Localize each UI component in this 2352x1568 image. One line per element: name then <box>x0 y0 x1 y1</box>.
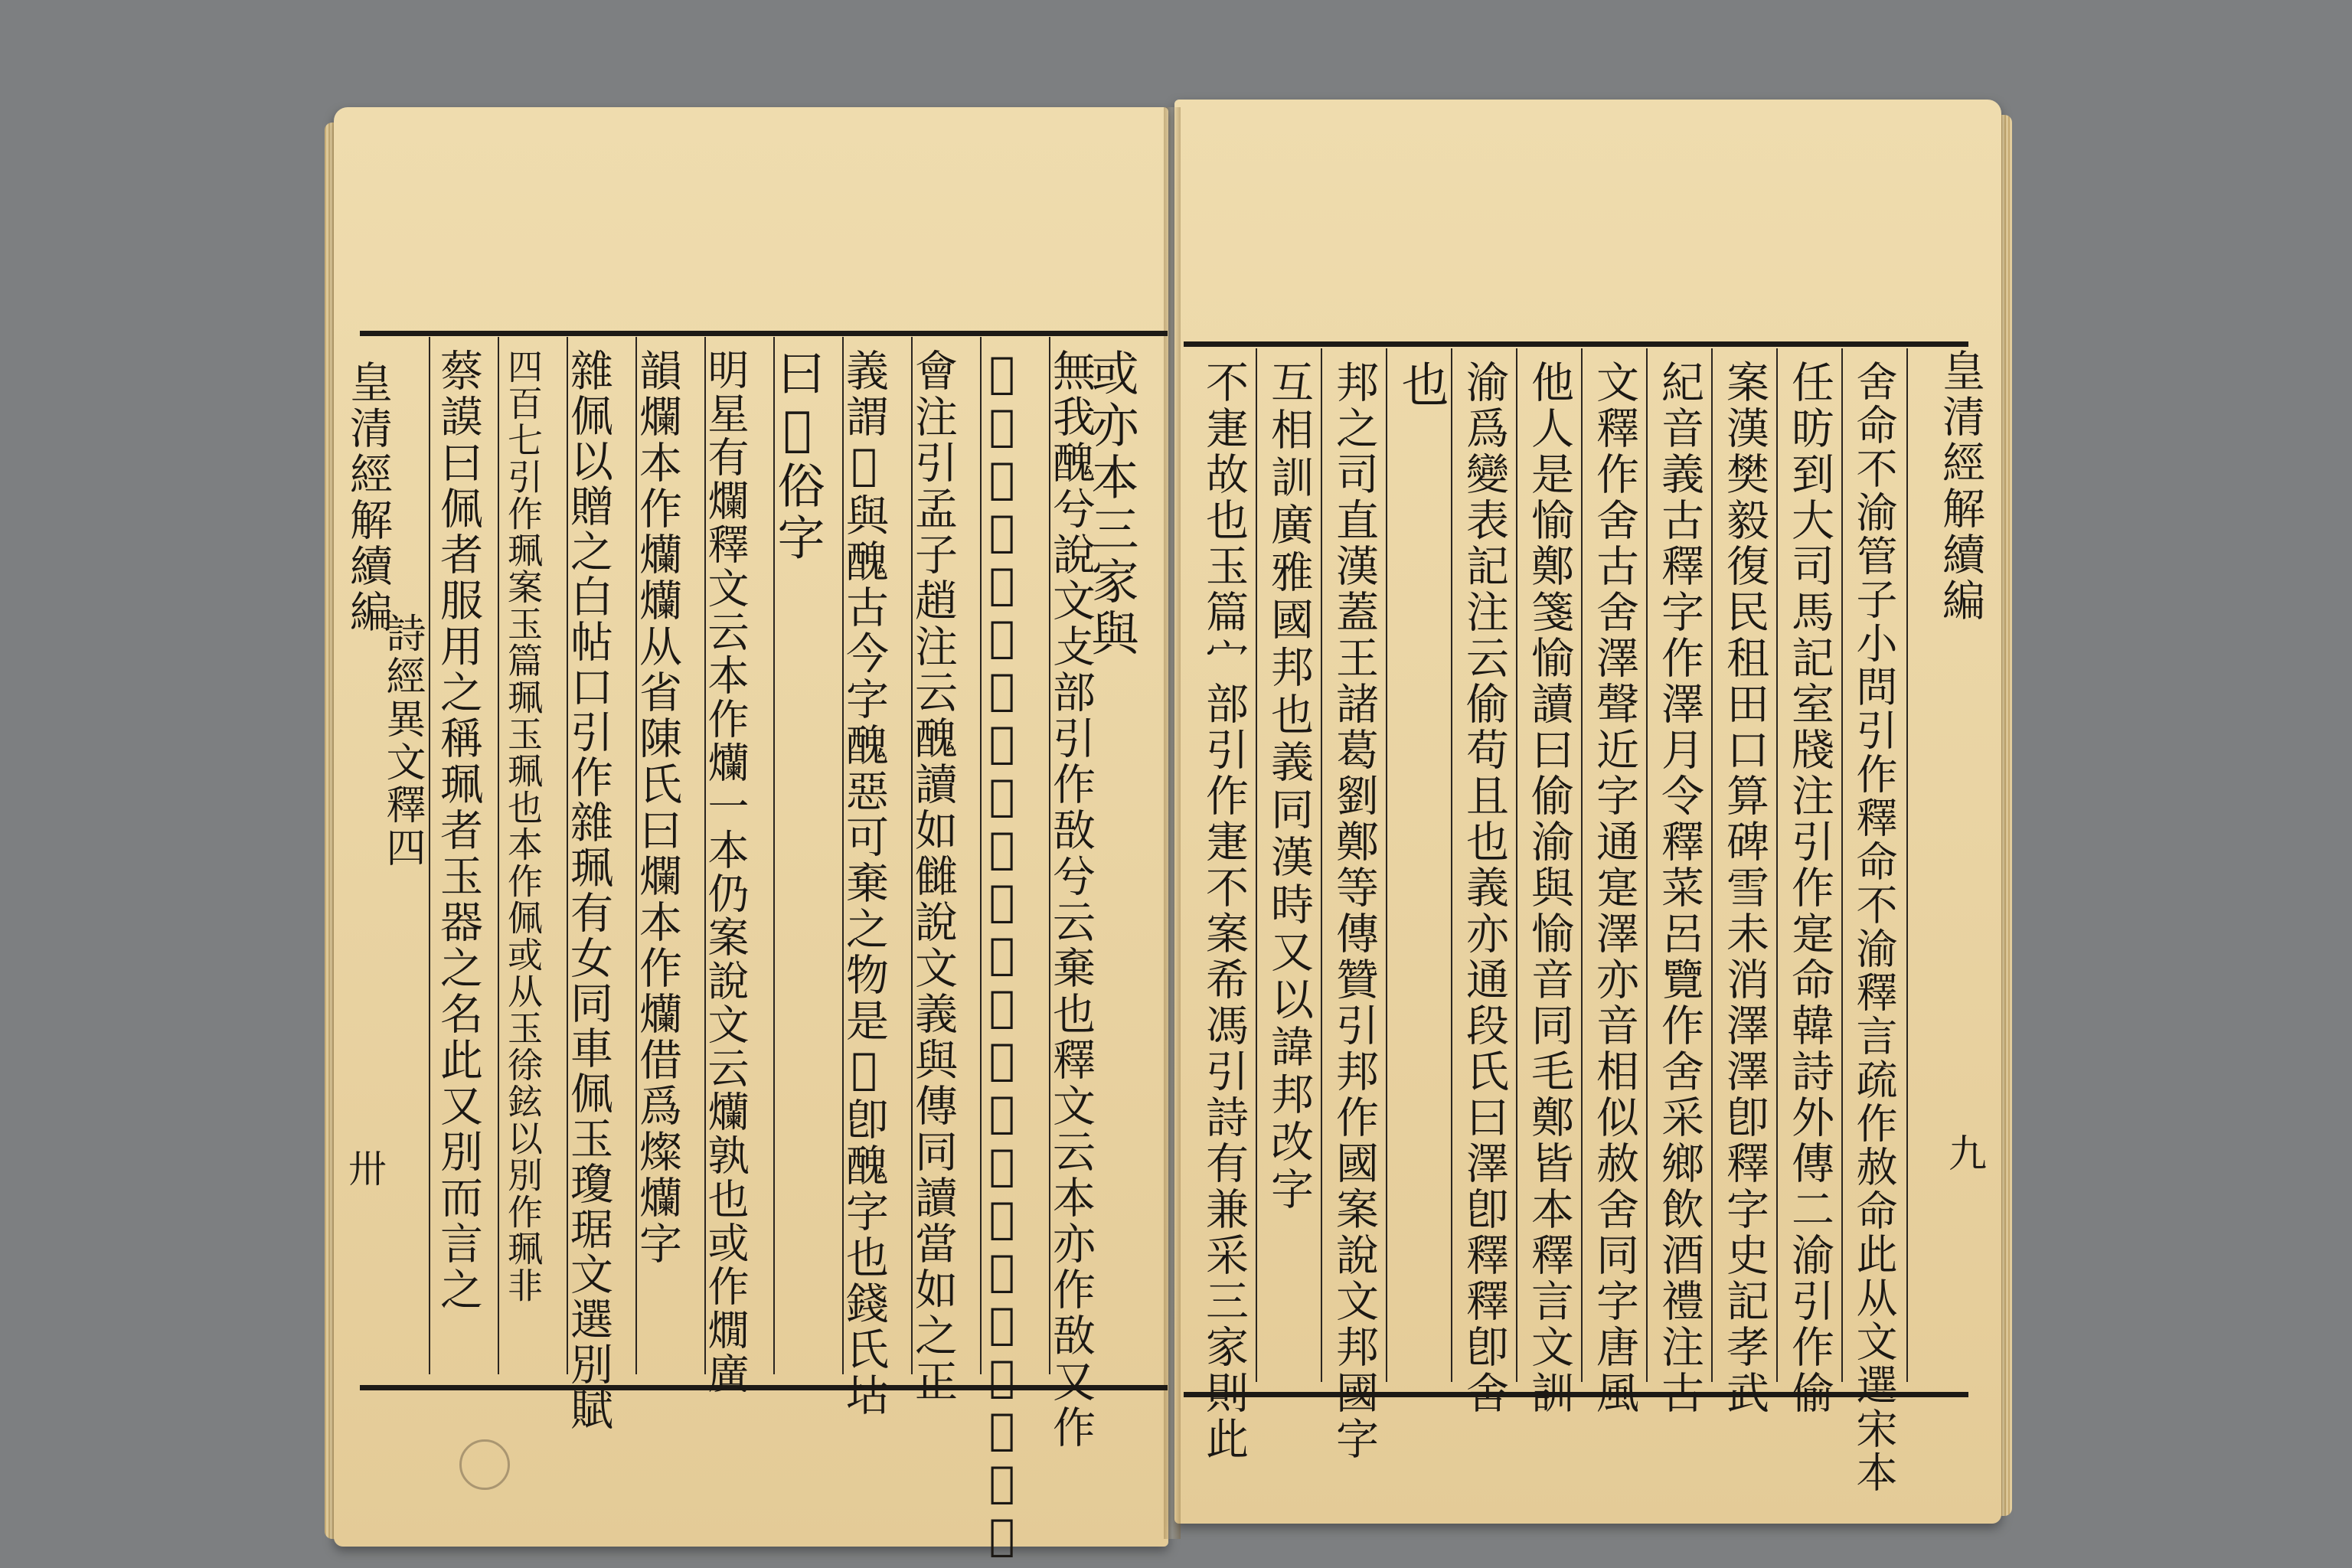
column-rule <box>1646 348 1648 1382</box>
left-folio-number: 卅 <box>342 1148 387 1190</box>
text-column: 明星有爛釋文云本作爤一本仍案說文云爤孰也或作燗廣 <box>701 348 750 1396</box>
text-column: 義謂𢿰與醜古今字醜惡可棄之物是𢿰卽醜字也錢氏坫 <box>839 348 889 1419</box>
text-column: 雜佩以贈之白帖口引作雜珮有女同車佩玉瓊琚文選別賦 <box>564 348 613 1432</box>
column-rule <box>1581 348 1583 1382</box>
text-column: 也 <box>1393 360 1449 412</box>
text-column: 四百七引作珮案玉篇珮玉珮也本作佩或从玉徐鉉以別作珮非 <box>502 348 544 1304</box>
column-rule <box>1386 348 1387 1382</box>
text-column: 或亦本三家與 <box>1083 348 1139 661</box>
column-rule <box>429 337 430 1374</box>
column-rule <box>1451 348 1452 1382</box>
column-rule <box>1256 348 1257 1382</box>
column-rule <box>1321 348 1322 1382</box>
column-rule <box>1711 348 1713 1382</box>
text-column: 蔡謨曰佩者服用之稱珮者玉器之名此又別而言之 <box>433 348 483 1313</box>
text-column: 會注引孟子趙注云醜讀如雠說文義與傳同讀當如之正 <box>908 348 958 1405</box>
text-column: 曰𢿰俗字 <box>769 348 825 565</box>
left-header-title: 皇清經解續編 <box>343 360 393 635</box>
text-column: 文釋作舍古舍澤聲近字通寔澤亦音相似赦舍同字唐風 <box>1589 360 1639 1416</box>
column-rule <box>1841 348 1843 1382</box>
ink-mark <box>459 1439 510 1490</box>
text-column: 任昉到大司馬記室牋注引作寔命韓詩外傳二渝引作偷 <box>1785 360 1834 1416</box>
text-column: 互相訓廣雅國邦也義同漢時又以諱邦改字 <box>1264 360 1314 1214</box>
text-column: 無我醜兮說文攴部引作敔兮云棄也釋文云本亦作敔又作 <box>1046 348 1096 1451</box>
text-column: 不寁故也玉篇宀部引作寁不案希馮引詩有兼采三家則此 <box>1199 360 1249 1462</box>
text-column: 紀音義古釋字作澤月令釋菜呂覽作舍采鄉飲酒禮注古 <box>1655 360 1704 1416</box>
text-column: 他人是愉鄭箋愉讀曰偷渝與愉音同毛鄭皆本釋言文訓 <box>1524 360 1574 1416</box>
text-column: 韻爛本作爤爤从省陳氏曰爛本作爤借爲燦爤字 <box>632 348 682 1267</box>
text-column: 舍命不渝管子小問引作釋命不渝釋言疏作赦命此从文選宋本 <box>1850 360 1898 1494</box>
column-rule <box>498 337 499 1374</box>
column-rule <box>1906 348 1908 1382</box>
text-column: 𢿰市由反或云鄭音爲醜案𢿰毛訓棄音讎鄭訓惡音醜韻 <box>977 348 1027 1563</box>
left-section-title: 詩經異文釋四 <box>379 612 425 870</box>
right-header-title: 皇清經解續編 <box>1936 348 1985 624</box>
text-column: 邦之司直漢蓋王諸葛劉鄭等傳贊引邦作國案說文邦國字 <box>1329 360 1379 1462</box>
column-rule <box>1776 348 1778 1382</box>
column-rule <box>1516 348 1517 1382</box>
right-folio-number: 九 <box>1942 1133 1987 1174</box>
text-column: 渝爲變表記注云偷苟且也義亦通段氏曰澤卽釋釋卽舍 <box>1459 360 1509 1416</box>
text-column: 案漢樊毅復民租田口算碑雪未消澤澤卽釋字史記孝武 <box>1720 360 1769 1416</box>
